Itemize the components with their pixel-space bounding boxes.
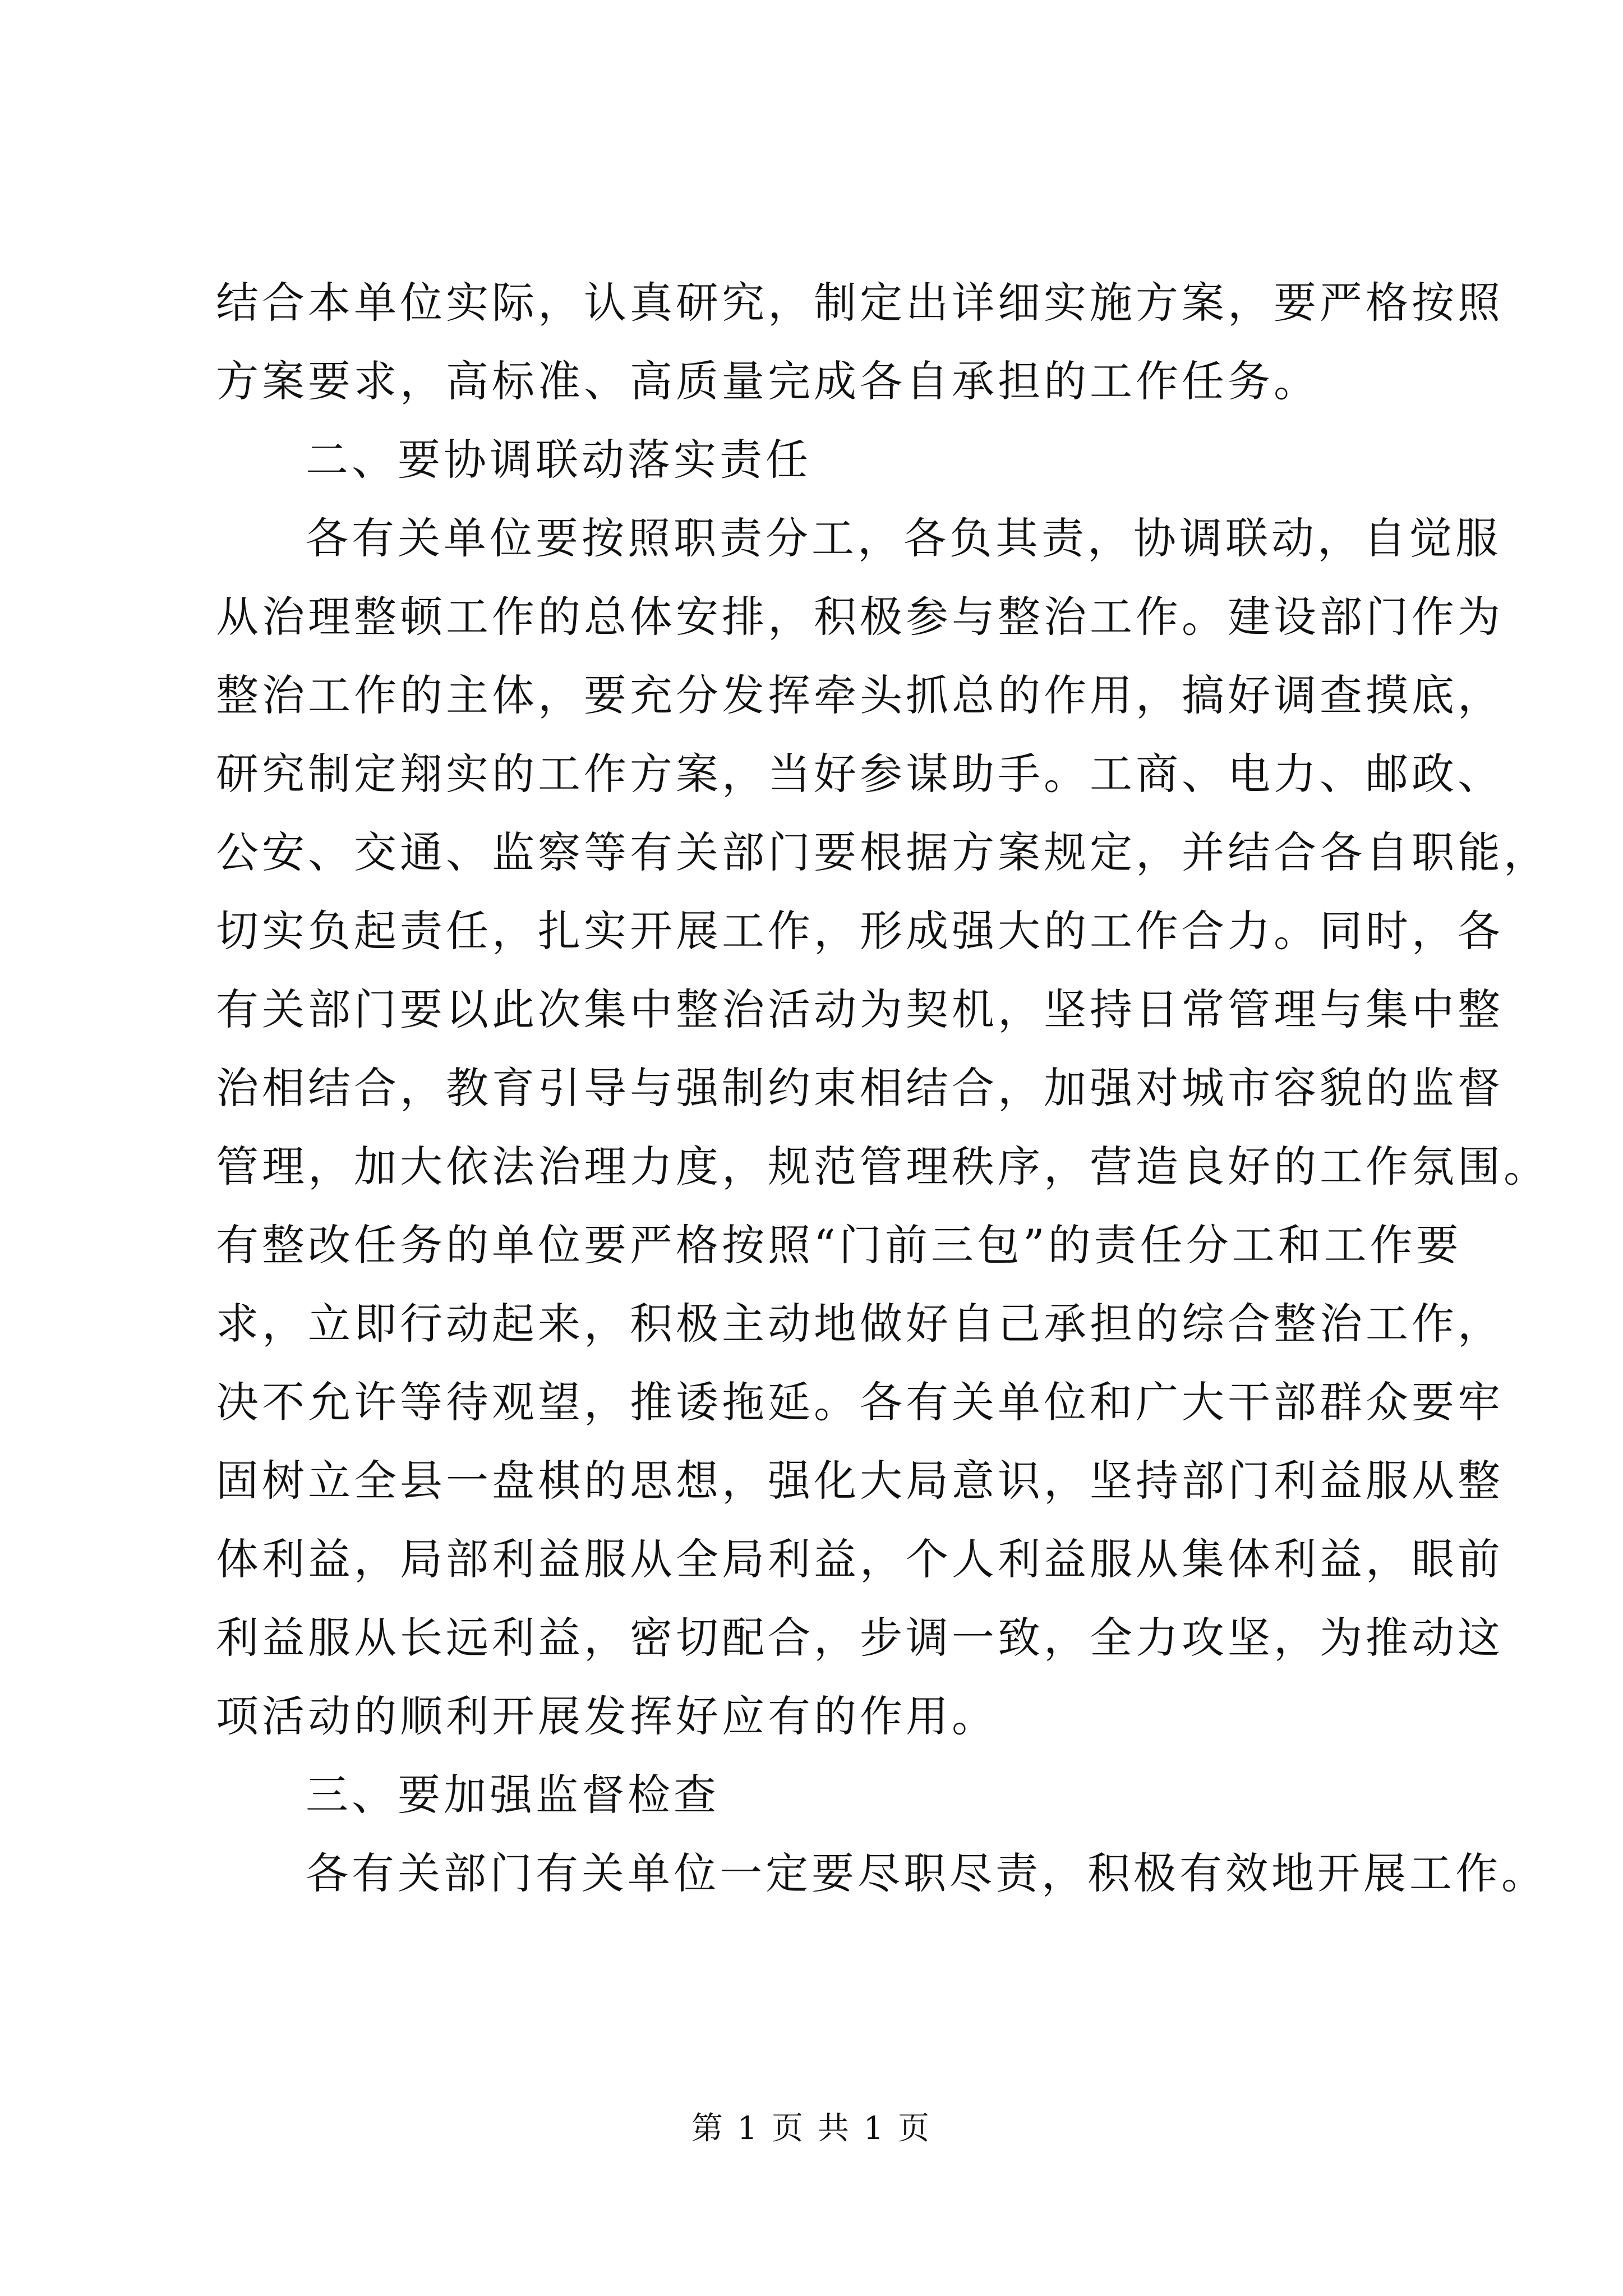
paragraph-line: 治相结合，教育引导与强制约束相结合，加强对城市容貌的监督 [216, 1063, 1504, 1113]
paragraph-line: 各有关单位要按照职责分工，各负其责，协调联动，自觉服 [306, 513, 1501, 563]
paragraph-line: 结合本单位实际，认真研究，制定出详细实施方案，要严格按照 [216, 278, 1504, 328]
section-heading: 三、要加强监督检查 [306, 1770, 720, 1820]
page-number-footer: 第 1 页 共 1 页 [691, 2110, 932, 2147]
paragraph-line: 公安、交通、监察等有关部门要根据方案规定，并结合各自职能， [216, 827, 1550, 877]
paragraph-line: 有关部门要以此次集中整治活动为契机，坚持日常管理与集中整 [216, 984, 1504, 1034]
paragraph-line: 决不允许等待观望，推诿拖延。各有关单位和广大干部群众要牢 [216, 1377, 1504, 1427]
paragraph-line: 项活动的顺利开展发挥好应有的作用。 [216, 1691, 998, 1741]
paragraph-line: 求，立即行动起来，积极主动地做好自己承担的综合整治工作， [216, 1299, 1504, 1349]
paragraph-line: 整治工作的主体，要充分发挥牵头抓总的作用，搞好调查摸底， [216, 670, 1504, 720]
paragraph-line: 方案要求，高标准、高质量完成各自承担的工作任务。 [216, 356, 1320, 406]
paragraph-line: 管理，加大依法治理力度，规范管理秩序，营造良好的工作氛围。 [216, 1142, 1550, 1191]
paragraph-line: 从治理整顿工作的总体安排，积极参与整治工作。建设部门作为 [216, 592, 1504, 642]
paragraph-line: 固树立全县一盘棋的思想，强化大局意识，坚持部门利益服从整 [216, 1456, 1504, 1506]
paragraph-line: 研究制定翔实的工作方案，当好参谋助手。工商、电力、邮政、 [216, 749, 1504, 799]
section-heading: 二、要协调联动落实责任 [306, 435, 811, 485]
paragraph-line: 利益服从长远利益，密切配合，步调一致，全力攻坚，为推动这 [216, 1613, 1504, 1663]
paragraph-line: 体利益，局部利益服从全局利益，个人利益服从集体利益，眼前 [216, 1534, 1504, 1584]
paragraph-line: 有整改任务的单位要严格按照“门前三包”的责任分工和工作要 [216, 1220, 1462, 1270]
paragraph-line: 切实负起责任，扎实开展工作，形成强大的工作合力。同时，各 [216, 906, 1504, 956]
document-body [216, 264, 1550, 1913]
paragraph-line: 各有关部门有关单位一定要尽职尽责，积极有效地开展工作。 [306, 1848, 1547, 1898]
